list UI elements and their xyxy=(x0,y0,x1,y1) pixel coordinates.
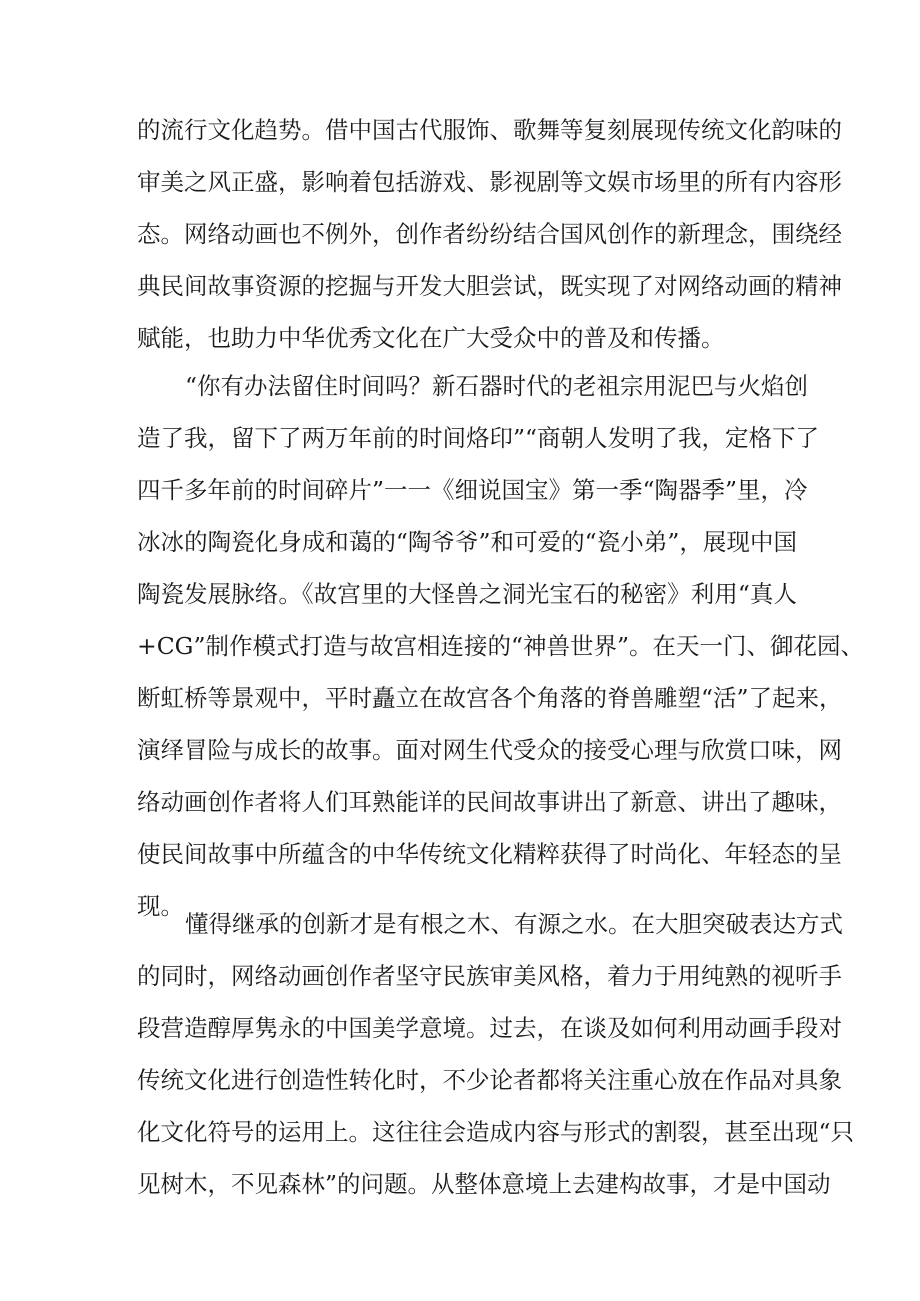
paragraph-line: 使民间故事中所蕴含的中华传统文化精粹获得了时尚化、年轻态的呈 xyxy=(137,840,842,868)
paragraph-line: 演绎冒险与成长的故事。面对网生代受众的接受心理与欣赏口味，网 xyxy=(137,736,842,764)
paragraph-line: 审美之风正盛，影响着包括游戏、影视剧等文娱市场里的所有内容形 xyxy=(137,168,842,196)
paragraph-line: 传统文化进行创造性转化时，不少论者都将关注重心放在作品对具象 xyxy=(137,1066,842,1094)
paragraph-line: 四千多年前的时间碎片”一一《细说国宝》第一季“陶器季”里，冷 xyxy=(137,476,808,504)
paragraph-line: 化文化符号的运用上。这往往会造成内容与形式的割裂，甚至出现“只 xyxy=(137,1118,855,1146)
paragraph-line: 典民间故事资源的挖掘与开发大胆尝试，既实现了对网络动画的精神 xyxy=(137,272,842,300)
paragraph-line: 冰冰的陶瓷化身成和蔼的“陶爷爷”和可爱的“瓷小弟”，展现中国 xyxy=(137,528,797,556)
paragraph-line: +CG”制作模式打造与故宫相连接的“神兽世界”。在天一门、御花园、 xyxy=(137,632,864,660)
paragraph-line: 陶瓷发展脉络。《故宫里的大怪兽之洞光宝石的秘密》利用“真人 xyxy=(137,580,797,608)
paragraph-line: 见树木，不见森林”的问题。从整体意境上去建构故事，才是中国动 xyxy=(137,1170,831,1198)
paragraph-line: “你有办法留住时间吗？新石器时代的老祖宗用泥巴与火焰创 xyxy=(185,372,809,400)
paragraph-line: 的同时，网络动画创作者坚守民族审美风格，着力于用纯熟的视听手 xyxy=(137,962,842,990)
paragraph-1 xyxy=(137,104,842,364)
paragraph-2 xyxy=(137,360,864,932)
paragraph-line: 现。 xyxy=(137,892,184,920)
paragraph-3 xyxy=(137,898,855,1210)
paragraph-line: 懂得继承的创新才是有根之木、有源之水。在大胆突破表达方式 xyxy=(185,910,843,938)
paragraph-line: 赋能，也助力中华优秀文化在广大受众中的普及和传播。 xyxy=(137,324,725,352)
paragraph-line: 的流行文化趋势。借中国古代服饰、歌舞等复刻展现传统文化韵味的 xyxy=(137,116,842,144)
paragraph-line: 造了我，留下了两万年前的时间烙印”“商朝人发明了我，定格下了 xyxy=(137,424,820,452)
paragraph-line: 断虹桥等景观中，平时矗立在故宫各个角落的脊兽雕塑“活”了起来， xyxy=(137,684,843,712)
paragraph-line: 态。网络动画也不例外，创作者纷纷结合国风创作的新理念，围绕经 xyxy=(137,220,842,248)
paragraph-line: 段营造醇厚隽永的中国美学意境。过去，在谈及如何利用动画手段对 xyxy=(137,1014,842,1042)
paragraph-line: 络动画创作者将人们耳熟能详的民间故事讲出了新意、讲出了趣味， xyxy=(137,788,842,816)
